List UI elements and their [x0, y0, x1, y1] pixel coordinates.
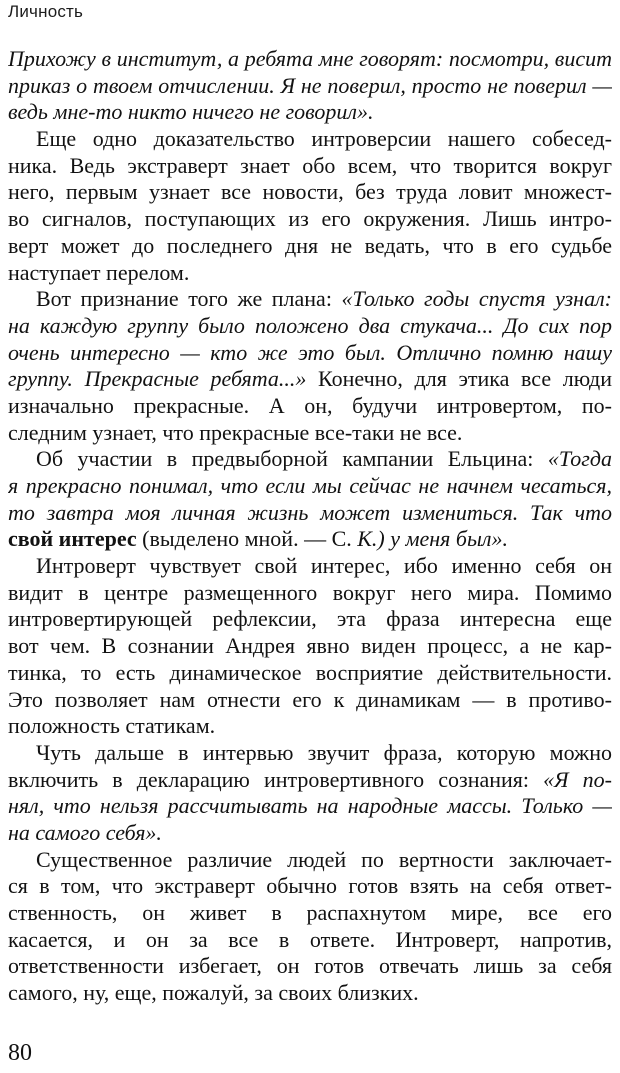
text-line — [8, 687, 612, 714]
text-line — [8, 313, 612, 340]
text-line — [8, 420, 612, 447]
text-segment-normal: тинка, то есть динамическое восприятие действительности. — [8, 659, 612, 685]
text-line — [8, 660, 612, 687]
text-segment-italic: я прекрасно понимал, что если мы сейчас не начнем чесаться, — [8, 473, 612, 498]
text-segment-normal: ся в том, что экстраверт обычно готов взять на себя ответ- — [8, 873, 612, 899]
text-segment-italic: то завтра моя личная жизнь может измениться. Так что — [8, 499, 612, 525]
paragraph — [8, 446, 612, 553]
text-segment-italic: приказ о твоем отчислении. Я не поверил, просто не поверил — — [8, 72, 612, 98]
text-segment-bold: свой интерес — [8, 526, 137, 552]
text-segment-normal: изначально прекрасные. А он, будучи интровертом, по- — [8, 392, 612, 418]
text-line — [8, 820, 612, 847]
text-line — [8, 767, 612, 794]
text-segment-normal: наступает перелом. — [8, 259, 190, 285]
text-segment-normal: Существенное различие людей по вертности заключает- — [36, 846, 612, 872]
text-segment-normal: Еще одно доказательство интроверсии нашего собесед- — [36, 126, 612, 152]
text-line — [8, 953, 612, 980]
text-segment-italic: «Тогда — [547, 446, 612, 472]
text-segment-italic: «Я по- — [543, 766, 612, 792]
text-line — [8, 793, 612, 820]
text-segment-normal: Чуть дальше в интервью звучит фраза, которую можно — [36, 739, 612, 765]
text-line — [8, 153, 612, 180]
text-segment-normal: следним узнает, что прекрасные все-таки не все. — [8, 419, 463, 445]
text-line — [8, 606, 612, 633]
text-line — [8, 900, 612, 927]
text-line — [8, 366, 612, 393]
text-segment-normal: видит в центре размещенного вокруг него мира. Помимо — [8, 579, 612, 605]
text-line — [8, 740, 612, 767]
text-line — [8, 526, 612, 553]
text-segment-normal: включить в декларацию интровертивного сознания: — [8, 766, 544, 792]
text-segment-italic: Прихожу в институт, а ребята мне говорят: посмотри, висит — [8, 46, 612, 71]
text-line — [8, 340, 612, 367]
text-segment-italic: группу. Прекрасные ребята...» — [8, 366, 307, 392]
paragraph — [8, 286, 612, 446]
text-segment-italic: очень интересно — кто же это был. Отлично помню нашу — [8, 339, 612, 365]
text-line — [8, 847, 612, 874]
text-line — [8, 46, 612, 73]
text-line — [8, 980, 612, 1007]
text-segment-normal: интровертирующей рефлексии, эта фраза интересна еще — [8, 606, 612, 632]
text-line — [8, 286, 612, 313]
text-segment-normal: Конечно, для этика все люди — [306, 366, 612, 392]
text-segment-normal: во сигналов, поступающих из его окружения. Лишь интро- — [8, 206, 612, 232]
paragraph — [8, 126, 612, 286]
text-segment-normal: верт может до последнего дня не ведать, что в его судьбе — [8, 232, 612, 258]
text-line — [8, 233, 612, 260]
text-line — [8, 633, 612, 660]
text-segment-normal: вот чем. В сознании Андрея явно виден процесс, а не кар- — [8, 633, 612, 659]
text-line — [8, 126, 612, 153]
text-segment-italic: ведь мне-то никто ничего не говорил». — [8, 99, 374, 125]
body-text — [8, 46, 612, 1007]
text-segment-italic: К.) у меня был». — [357, 526, 508, 552]
text-segment-normal: положность статикам. — [8, 713, 216, 739]
text-segment-italic: на самого себя». — [8, 819, 162, 845]
text-line — [8, 500, 612, 527]
text-segment-italic: «Только годы спустя узнал: — [341, 286, 612, 312]
text-line — [8, 393, 612, 420]
text-segment-italic: на каждую группу было положено два стукача... До сих пор — [8, 312, 612, 338]
text-line — [8, 580, 612, 607]
text-line — [8, 927, 612, 954]
text-segment-normal: ственность, он живет в распахнутом мире, все его — [8, 900, 612, 925]
text-segment-normal: самого, ну, еще, пожалуй, за своих близких. — [8, 980, 419, 1006]
text-segment-normal: Это позволяет нам отнести его к динамикам — в противо- — [8, 686, 612, 712]
text-line — [8, 206, 612, 233]
text-segment-normal: (выделено мной. — С. — [136, 526, 358, 552]
paragraph — [8, 553, 612, 740]
text-segment-normal: Интроверт чувствует свой интерес, ибо именно себя он — [36, 553, 612, 579]
text-segment-normal: Об участии в предвыборной кампании Ельцина: — [36, 446, 548, 472]
paragraph — [8, 740, 612, 847]
running-head: Личность — [8, 2, 84, 21]
text-line — [8, 99, 612, 126]
text-line — [8, 260, 612, 287]
text-line — [8, 873, 612, 900]
text-segment-normal: него, первым узнает все новости, без труда ловит множест- — [8, 179, 612, 205]
text-line — [8, 713, 612, 740]
text-line — [8, 73, 612, 100]
text-segment-normal: ника. Ведь экстраверт знает обо всем, что творится вокруг — [8, 152, 612, 178]
page-number: 80 — [8, 1040, 32, 1066]
text-segment-italic: нял, что нельзя рассчитывать на народные массы. Только — — [8, 793, 612, 819]
text-segment-normal: касается, и он за все в ответе. Интроверт, напротив, — [8, 926, 612, 952]
paragraph — [8, 847, 612, 1007]
text-segment-normal: ответственности избегает, он готов отвечать лишь за себя — [8, 953, 612, 979]
text-line — [8, 179, 612, 206]
text-segment-normal: Вот признание того же плана: — [36, 286, 342, 312]
paragraph — [8, 46, 612, 126]
text-line — [8, 446, 612, 473]
text-line — [8, 473, 612, 500]
text-line — [8, 553, 612, 580]
